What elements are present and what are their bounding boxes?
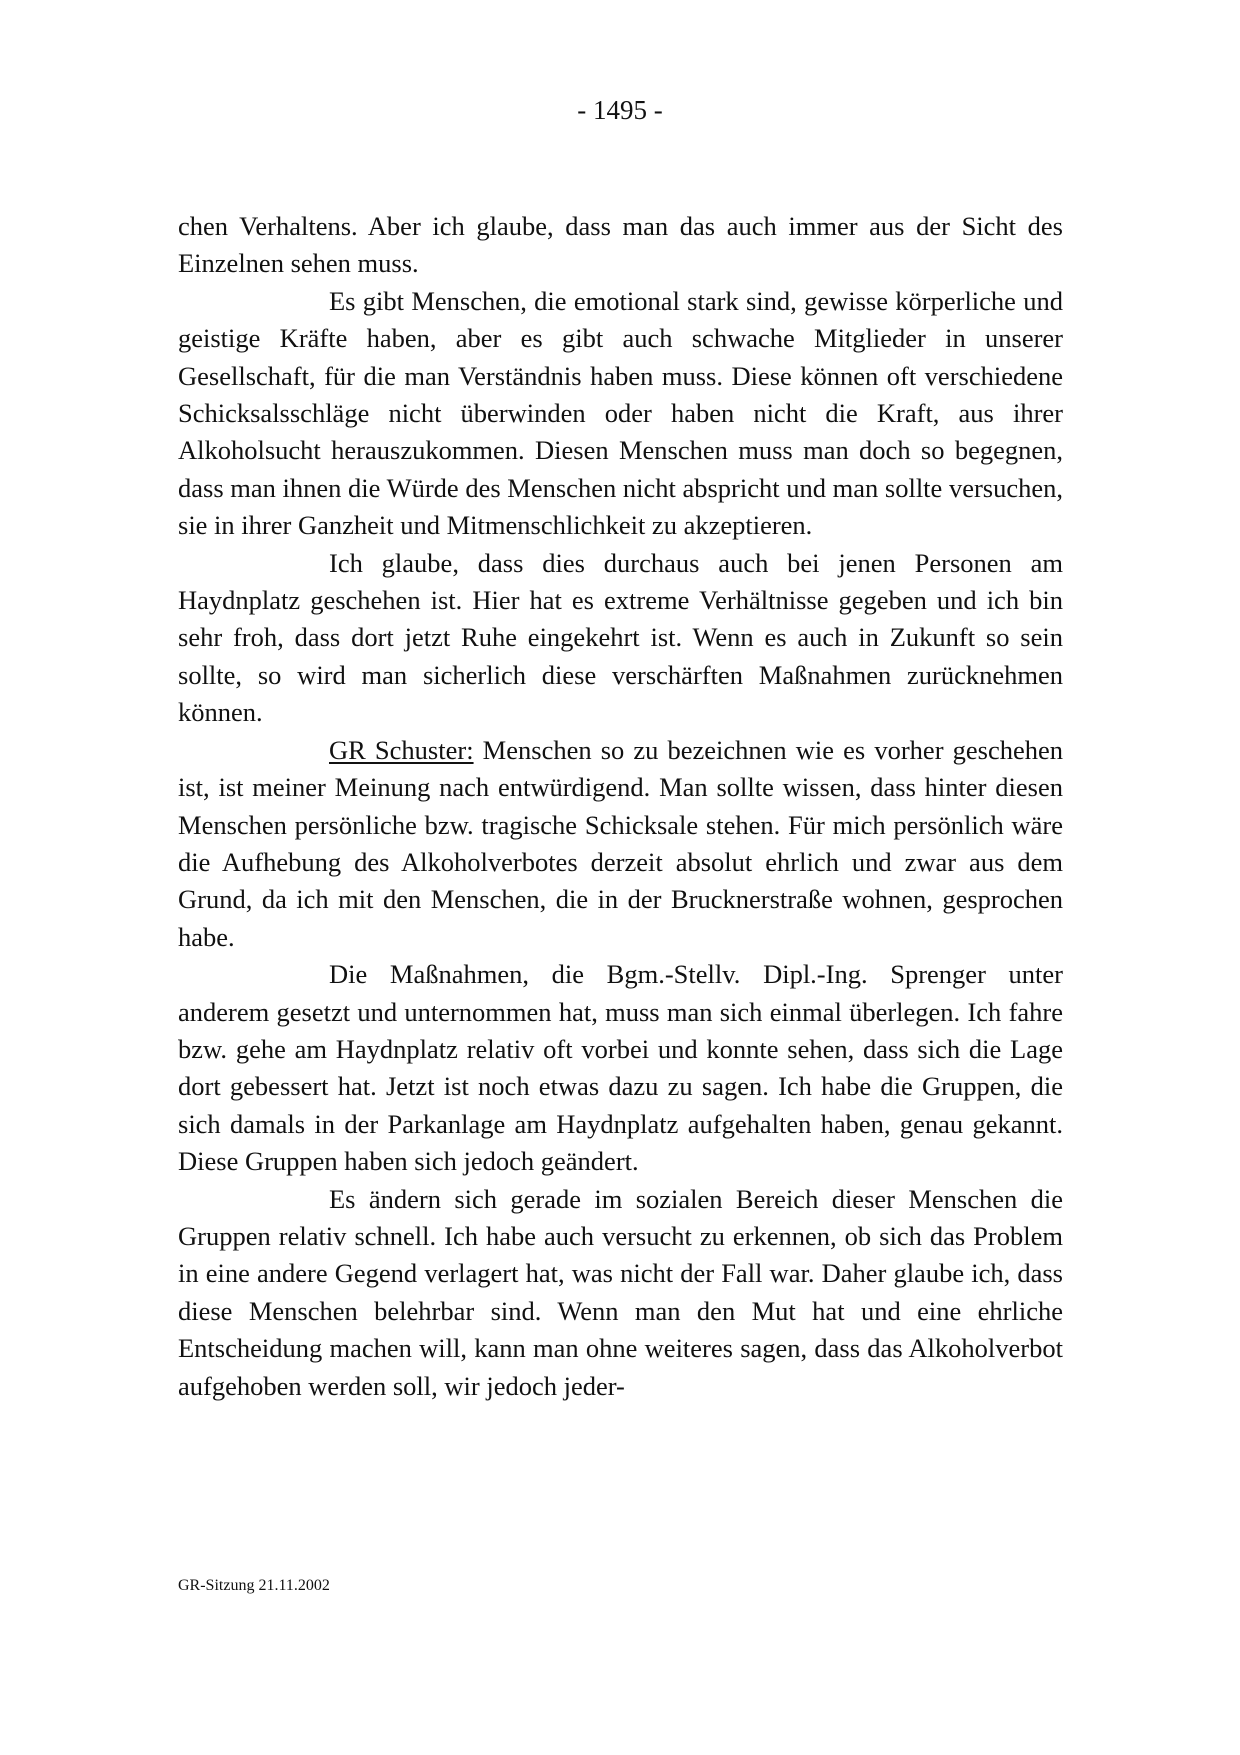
paragraph-text: Die Maßnahmen, die Bgm.-Stellv. Dipl.-Ing. Sprenger unter anderem gesetzt und unternommen hat, muss man sich einmal überlegen. Ich fahre bzw. gehe am Haydnplatz relativ oft vorbei und konnte sehen, dass sich die Lage dort gebessert hat. Jetzt ist noch etwas dazu zu sagen. Ich habe die Gruppen, die sich damals in der Parkanlage am Haydnplatz aufgehalten haben, genau gekannt. Diese Gruppen haben sich jedoch geändert.	[178, 959, 1063, 1177]
paragraph-text: Menschen so zu bezeichnen wie es vorher geschehen ist, ist meiner Meinung nach entwürdigend. Man sollte wissen, dass hinter diesen Menschen persönliche bzw. tragische Schicksale stehen. Für mich persönlich wäre die Aufhebung des Alkoholverbotes derzeit absolut ehrlich und zwar aus dem Grund, da ich mit den Menschen, die in der Brucknerstraße wohnen, gesprochen habe.	[178, 734, 1063, 952]
paragraph	[178, 1181, 1063, 1405]
paragraph	[178, 956, 1063, 1180]
page-number: - 1495 -	[577, 95, 663, 125]
paragraph-with-speaker	[178, 732, 1063, 956]
paragraph	[178, 208, 1063, 283]
paragraph-text: Ich glaube, dass dies durchaus auch bei jenen Personen am Haydnplatz geschehen ist. Hier hat es extreme Verhältnisse gegeben und ich bin sehr froh, dass dort jetzt Ruhe eingekehrt ist. Wenn es auch in Zukunft so sein sollte, so wird man sicherlich diese verschärften Maßnahmen zurücknehmen können.	[178, 547, 1063, 728]
speaker-label: GR Schuster:	[329, 734, 474, 765]
document-body	[178, 208, 1063, 1405]
paragraph	[178, 283, 1063, 545]
paragraph-text: Es gibt Menschen, die emotional stark sind, gewisse körperliche und geistige Kräfte haben, aber es gibt auch schwache Mitglieder in unserer Gesellschaft, für die man Verständnis haben muss. Diese können oft verschiedene Schicksalsschläge nicht überwinden oder haben nicht die Kraft, aus ihrer Alkoholsucht herauszukommen. Diesen Menschen muss man doch so begegnen, dass man ihnen die Würde des Menschen nicht abspricht und man sollte versuchen, sie in ihrer Ganzheit und Mitmenschlichkeit zu akzeptieren.	[178, 285, 1063, 541]
footer-session-date: GR-Sitzung 21.11.2002	[178, 1577, 330, 1594]
paragraph-text: Es ändern sich gerade im sozialen Bereich dieser Menschen die Gruppen relativ schnell. Ich habe auch versucht zu erkennen, ob sich das Problem in eine andere Gegend verlagert hat, was nicht der Fall war. Daher glaube ich, dass diese Menschen belehrbar sind. Wenn man den Mut hat und eine ehrliche Entscheidung machen will, kann man ohne weiteres sagen, dass das Alkoholverbot aufgehoben werden soll, wir jedoch jeder-	[178, 1183, 1063, 1401]
paragraph	[178, 545, 1063, 732]
paragraph-text: chen Verhaltens. Aber ich glaube, dass man das auch immer aus der Sicht des Einzelnen sehen muss.	[178, 211, 1063, 279]
